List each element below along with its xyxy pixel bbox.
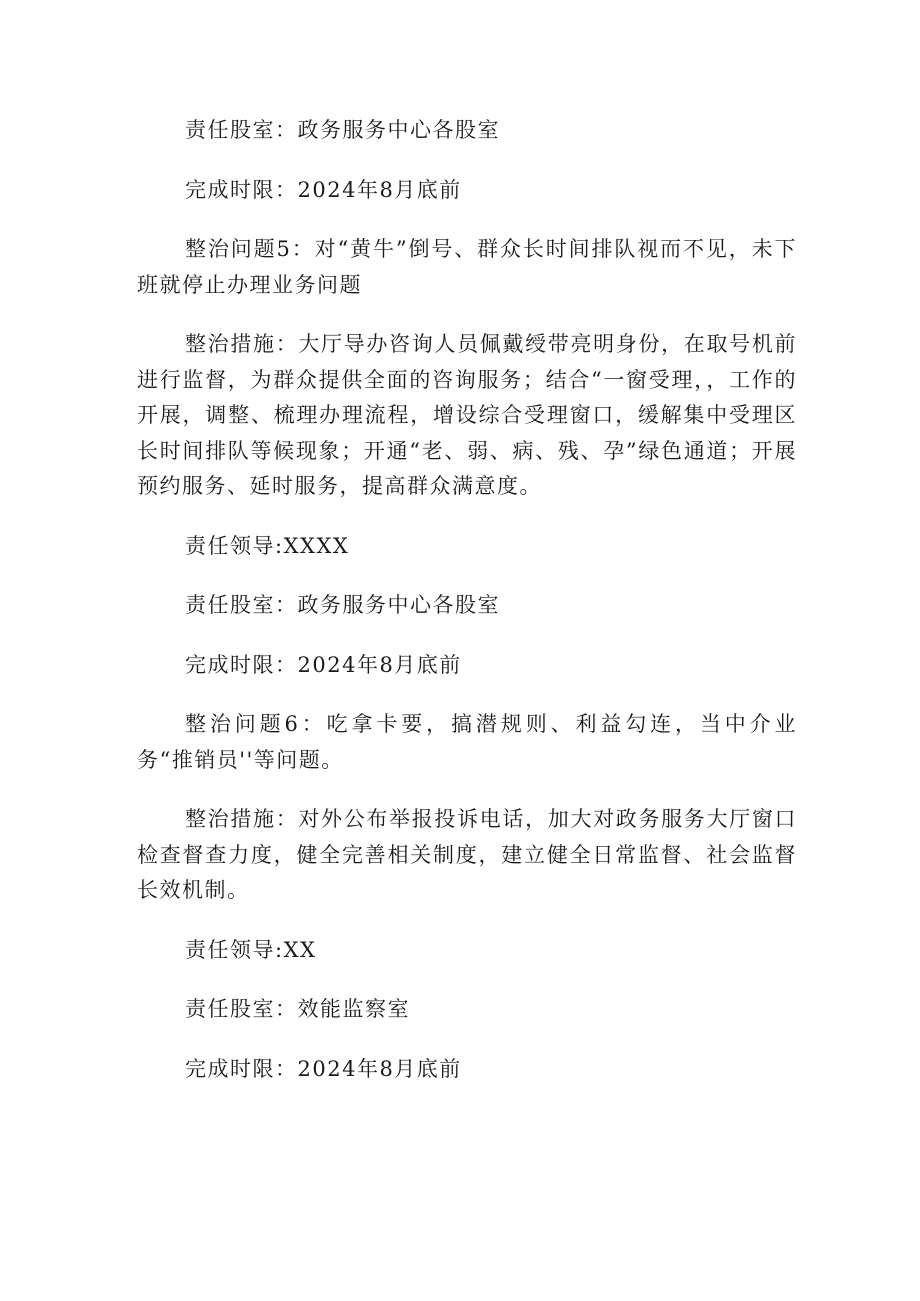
rectification-issue-5: 整治问题5：对“黄牛”倒号、群众长时间排队视而不见，未下班就停止办理业务问题	[137, 237, 797, 297]
responsible-office-line: 责任股室：政务服务中心各股室	[185, 118, 500, 142]
responsible-office-line: 责任股室：效能监察室	[185, 997, 410, 1021]
rectification-issue-6: 整治问题6：吃拿卡要，搞潜规则、利益勾连，当中介业务“推销员''等问题。	[137, 712, 797, 772]
rectification-measures-5: 整治措施：大厅导办咨询人员佩戴绶带亮明身份，在取号机前进行监督，为群众提供全面的咨询服务；结合“一窗受理，，工作的开展，调整、梳理办理流程，增设综合受理窗口，缓解集中受理区长时间排队等候现象；开通“老、弱、病、残、孕”绿色通道；开展预约服务、延时服务，提高群众满意度。	[137, 332, 797, 498]
responsible-leader-line: 责任领导:XXXX	[185, 533, 350, 558]
deadline-line: 完成时限：2024年8月底前	[185, 652, 462, 677]
rectification-measures-6: 整治措施：对外公布举报投诉电话，加大对政务服务大厅窗口检查督查力度，健全完善相关制度，建立健全日常监督、社会监督长效机制。	[137, 807, 797, 902]
deadline-line: 完成时限：2024年8月底前	[185, 1056, 462, 1081]
responsible-office-line: 责任股室：政务服务中心各股室	[185, 593, 500, 617]
deadline-line: 完成时限：2024年8月底前	[185, 177, 462, 202]
responsible-leader-line: 责任领导:XX	[185, 937, 317, 962]
document-body	[137, 113, 797, 1111]
